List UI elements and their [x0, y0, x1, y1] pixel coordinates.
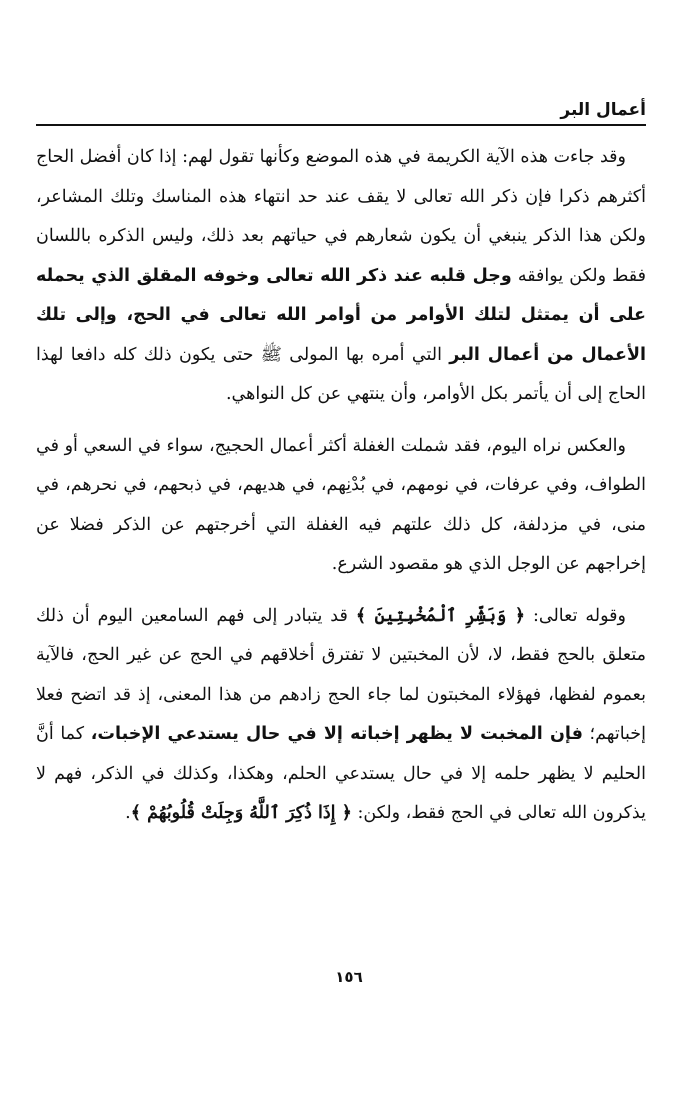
paragraph-2-text: والعكس نراه اليوم، فقد شملت الغفلة أكثر أعمال الحجيج، سواء في السعي أو في الطواف، وفي عرفات، في نومهم، في بُدْنِهم، في هديهم، في ذبحهم، في نحرهم، في منى، في مزدلفة، كل ذلك علتهم فيه الغفلة التي أخرجتهم عن الذكر فضلا عن إخراجهم عن الوجل الذي هو مقصود الشرع.: [36, 435, 646, 574]
quran-quote-1: ﴿ وَبَشِّرِ ٱلْمُخْبِتِينَ ﴾: [355, 605, 525, 626]
paragraph-1: [36, 138, 646, 415]
quran-quote-2: ﴿ إِذَا ذُكِرَ ٱللَّهُ وَجِلَتْ قُلُوبُهُمْ ﴾: [130, 803, 352, 823]
paragraph-3-text-c: كما أنَّ الحليم لا يظهر حلمه إلا في حال يستدعي الحلم، وهكذا، وكذلك في الذكر، فهم لا يذكرون الله تعالى في الحج فقط، ولكن:: [36, 724, 646, 823]
paragraph-3-text-a: وقوله تعالى:: [524, 605, 626, 626]
paragraph-1-bold: وجل قلبه عند ذكر الله تعالى وخوفه المقلق الذي يحمله على أن يمتثل لتلك الأوامر من أوامر الله تعالى في الحج، وإلى تلك الأعمال من أعمال البر: [36, 265, 647, 365]
paragraph-1-text-a: وقد جاءت هذه الآية الكريمة في هذه الموضع وكأنها تقول لهم: إذا كان أفضل الحاج أكثرهم ذكرا فإن ذكر الله تعالى لا يقف عند حد انتهاء هذه المناسك وتلك المشاعر، ولكن هذا الذكر ينبغي أن يكون شعارهم في حياتهم بعد ذلك، وليس الذكره باللسان فقط ولكن يوافقه: [36, 147, 646, 286]
paragraph-3-text-b: قد يتبادر إلى فهم السامعين اليوم أن ذلك متعلق بالحج فقط، لا، لأن المخبتين لا تفترق أخلاقهم في الحج عن غير الحج، فالآية بعموم لفظها، فهؤلاء المخبتون لما جاء الحج زادهم من هذا المعنى، إذ قد اتضح فعلا إخباتهم؛: [36, 605, 646, 744]
paragraph-1-text-b: التي أمره بها المولى ﷺ حتى يكون ذلك كله دافعا لهذا الحاج إلى أن يأتمر بكل الأوامر، وأن ينتهي عن كل النواهي.: [36, 344, 646, 404]
header-rule: [36, 124, 646, 126]
paragraph-3: [36, 597, 646, 834]
page-number: ١٥٦: [335, 968, 363, 986]
paragraph-3-text-d: .: [125, 803, 131, 823]
paragraph-3-bold: فإن المخبت لا يظهر إخباته إلا في حال يستدعي الإخبات،: [90, 724, 583, 744]
running-title: أعمال البر: [560, 100, 646, 120]
body-text: [36, 138, 646, 834]
paragraph-2: [36, 427, 646, 585]
